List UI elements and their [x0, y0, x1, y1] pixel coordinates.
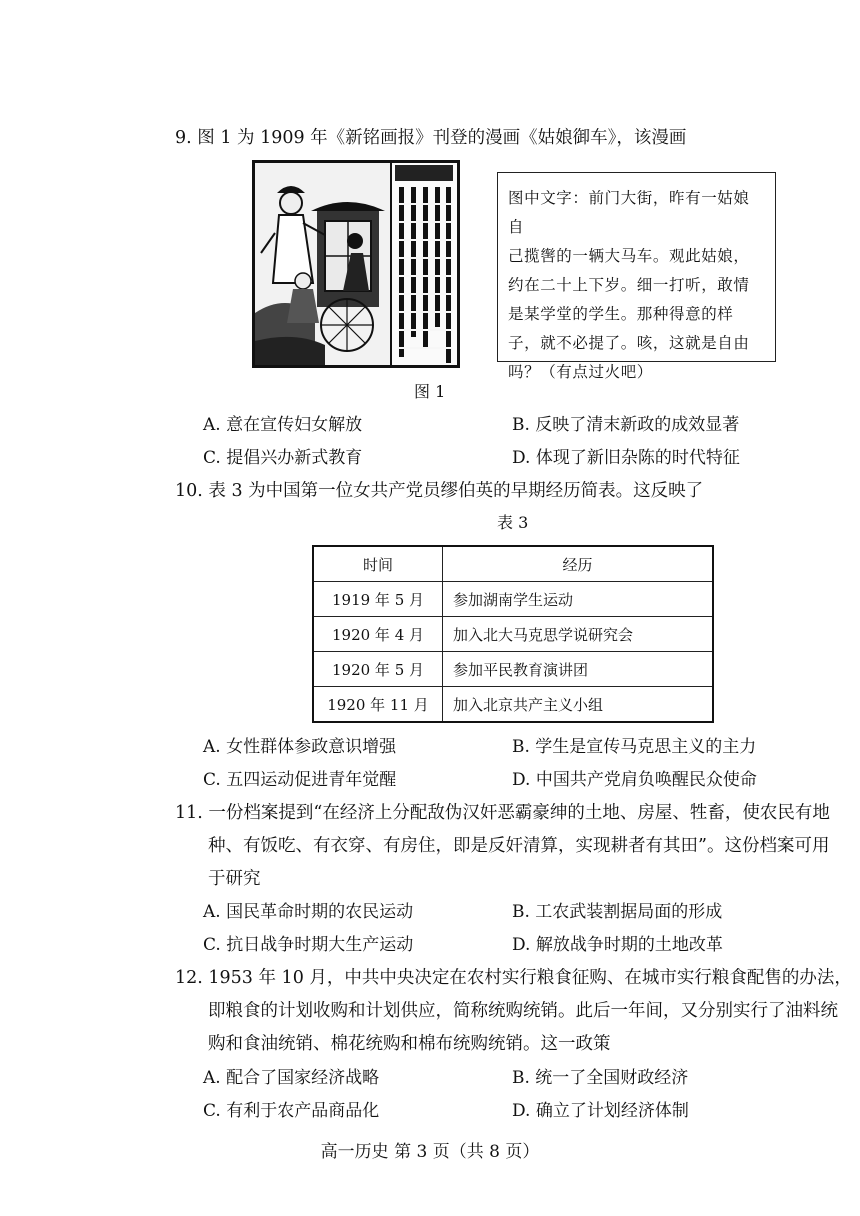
- table-cell-experience: 加入北大马克思学说研究会: [443, 617, 714, 652]
- q12-option-b[interactable]: B. 统一了全国财政经济: [512, 1068, 689, 1088]
- q11-option-c[interactable]: C. 抗日战争时期大生产运动: [203, 935, 414, 955]
- q10-option-d[interactable]: D. 中国共产党肩负唤醒民众使命: [512, 770, 757, 790]
- q12-stem-line: 购和食油统销、棉花统购和棉布统购统销。这一政策: [208, 1034, 611, 1054]
- q10-option-b[interactable]: B. 学生是宣传马克思主义的主力: [512, 737, 757, 757]
- q11-stem-line: 11. 一份档案提到“在经济上分配敌伪汉奸恶霸豪绅的土地、房屋、牲畜，使农民有地: [175, 803, 830, 823]
- q12-option-c[interactable]: C. 有利于农产品商品化: [203, 1101, 380, 1121]
- figure-text-line: 图中文字：前门大街，昨有一姑娘自: [508, 189, 750, 236]
- table-cell-time: 1919 年 5 月: [313, 582, 443, 617]
- q11-option-a[interactable]: A. 国民革命时期的农民运动: [203, 902, 414, 922]
- table-cell-time: 1920 年 4 月: [313, 617, 443, 652]
- table-cell-time: 1920 年 11 月: [313, 687, 443, 723]
- q11-option-d[interactable]: D. 解放战争时期的土地改革: [512, 935, 723, 955]
- page-footer: 高一历史 第 3 页（共 8 页）: [320, 1142, 540, 1162]
- table-header-experience: 经历: [443, 546, 714, 582]
- figure-text-line: 约在二十上下岁。细一打听，敢情: [508, 276, 750, 294]
- table-header-row: [313, 546, 713, 582]
- q10-option-c[interactable]: C. 五四运动促进青年觉醒: [203, 770, 397, 790]
- q11-stem-line: 种、有饭吃、有衣穿、有房住，即是反奸清算，实现耕者有其田”。这份档案可用: [208, 836, 830, 856]
- q12-option-a[interactable]: A. 配合了国家经济战略: [203, 1068, 380, 1088]
- table-cell-experience: 参加湖南学生运动: [443, 582, 714, 617]
- q12-option-d[interactable]: D. 确立了计划经济体制: [512, 1101, 689, 1121]
- table-row: [313, 617, 713, 652]
- figure-text-line: 己揽辔的一辆大马车。观此姑娘，: [508, 247, 750, 265]
- table-row: [313, 652, 713, 687]
- q9-option-d[interactable]: D. 体现了新旧杂陈的时代特征: [512, 448, 740, 468]
- cartoon-illustration: [255, 163, 457, 365]
- q12-stem-line: 12. 1953 年 10 月，中共中央决定在农村实行粮食征购、在城市实行粮食配售的办法，: [175, 968, 852, 988]
- table-cell-experience: 参加平民教育演讲团: [443, 652, 714, 687]
- figure-text-line: 子，就不必提了。咳，这就是自由: [508, 334, 750, 352]
- q10-stem: 10. 表 3 为中国第一位女共产党员缪伯英的早期经历简表。这反映了: [175, 481, 704, 501]
- q9-option-a[interactable]: A. 意在宣传妇女解放: [203, 415, 363, 435]
- q11-option-b[interactable]: B. 工农武装割据局面的形成: [512, 902, 723, 922]
- table-header-time: 时间: [313, 546, 443, 582]
- q11-stem-line: 于研究: [208, 869, 261, 889]
- table-row: [313, 582, 713, 617]
- table-caption: 表 3: [497, 513, 529, 532]
- table-cell-experience: 加入北京共产主义小组: [443, 687, 714, 723]
- figure-text-line: 吗？（有点过火吧）: [508, 363, 653, 381]
- history-table: [312, 545, 714, 723]
- table-row: [313, 687, 713, 723]
- q12-stem-line: 即粮食的计划收购和计划供应，简称统购统销。此后一年间，又分别实行了油料统: [208, 1001, 838, 1021]
- q10-option-a[interactable]: A. 女性群体参政意识增强: [203, 737, 397, 757]
- q9-stem: 9. 图 1 为 1909 年《新铭画报》刊登的漫画《姑娘御车》，该漫画: [175, 128, 687, 148]
- figure-text-box: [497, 172, 776, 381]
- figure-text-line: 是某学堂的学生。那种得意的样: [508, 305, 734, 323]
- figure-caption: 图 1: [414, 382, 446, 401]
- cartoon-image: [252, 160, 460, 368]
- q9-option-b[interactable]: B. 反映了清末新政的成效显著: [512, 415, 740, 435]
- table-cell-time: 1920 年 5 月: [313, 652, 443, 687]
- q9-option-c[interactable]: C. 提倡兴办新式教育: [203, 448, 363, 468]
